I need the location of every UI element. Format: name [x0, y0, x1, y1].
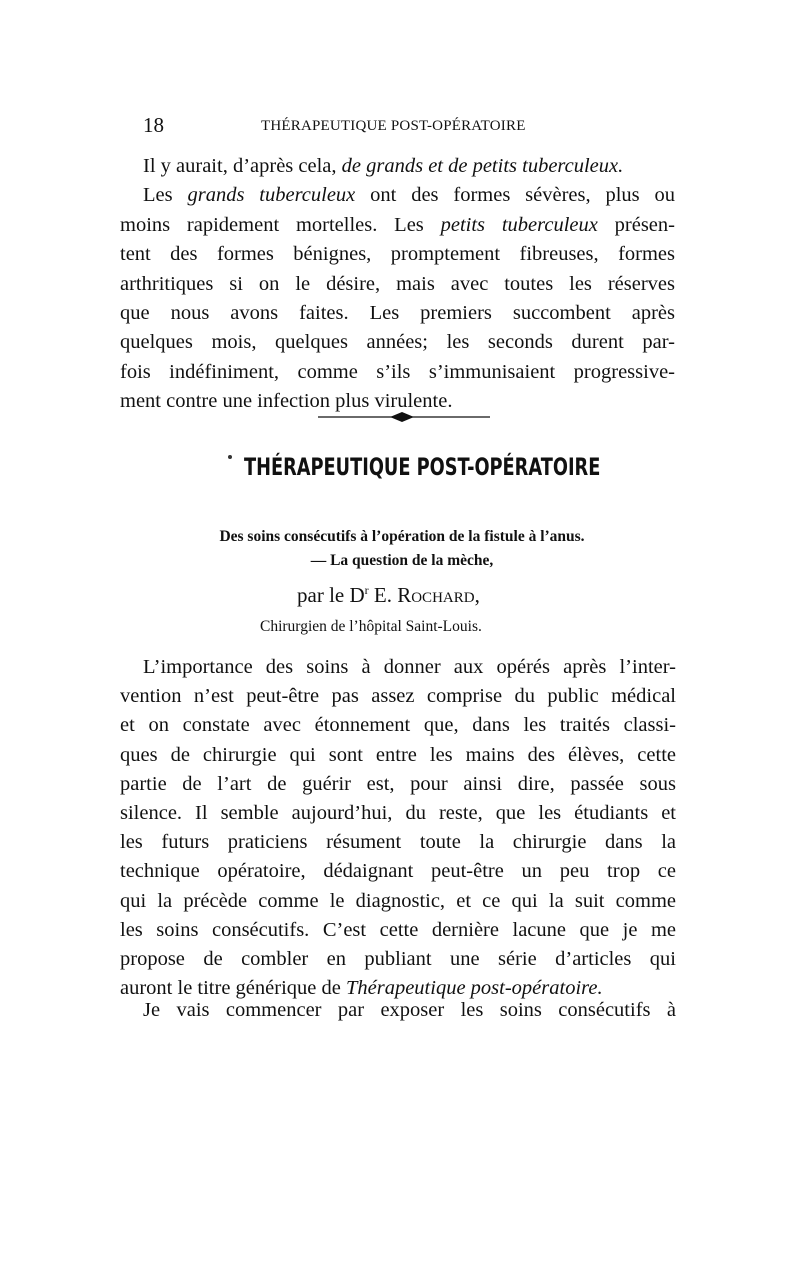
body-line: qui la précède comme le diagnostic, et ce qui la suit comme — [120, 889, 676, 912]
intro-line: que nous avons faites. Les premiers succombent après — [120, 302, 675, 325]
print-speck — [228, 455, 232, 459]
body-line: propose de combler en publiant une série d’articles qui — [120, 948, 676, 971]
page-number: 18 — [143, 113, 164, 137]
body-line: Je vais commencer par exposer les soins consécutifs à — [143, 999, 676, 1021]
intro-line: tent des formes bénignes, promptement fibreuses, formes — [120, 243, 675, 266]
intro-line-2-text: Les — [143, 184, 188, 207]
body-line: L’importance des soins à donner aux opérés après l’inter- — [143, 656, 676, 678]
body-line: partie de l’art de guérir est, pour ainsi dire, passée sous — [120, 772, 676, 795]
intro-line-1-italic: de grands et de petits tuberculeux. — [341, 155, 624, 177]
intro-line-1-text: Il y aurait, d’après cela, — [143, 155, 342, 177]
intro-line — [143, 152, 675, 181]
body-line: et on constate avec étonnement que, dans les traités classi- — [120, 714, 676, 737]
intro-line — [143, 181, 675, 210]
byline-initial: E. — [368, 583, 398, 607]
body-paragraph-2 — [120, 996, 676, 1025]
body-line: ques de chirurgie qui sont entre les mains des élèves, cette — [120, 743, 676, 766]
page-header — [143, 113, 683, 141]
intro-line-2-italic: grands tuberculeux — [187, 184, 356, 207]
intro-line: arthritiques si on le désire, mais avec toutes les réserves — [120, 272, 675, 295]
author-affiliation: Chirurgien de l’hôpital Saint-Louis. — [260, 618, 482, 635]
intro-line-3-italic: petits tuberculeux — [440, 213, 598, 236]
body-line-12-text: auront le titre générique de — [120, 977, 346, 1000]
intro-line-3-suffix: présen- — [597, 213, 675, 236]
intro-line: quelques mois, quelques années; les seconds durent par- — [120, 331, 675, 354]
article-title-line-1: Des soins consécutifs à l’opération de la fistule à l’anus. — [219, 528, 585, 545]
body-line: vention n’est peut-être pas assez comprise du public médical — [120, 685, 676, 708]
body-line: les soins consécutifs. C’est cette dernière lacune que je me — [120, 918, 676, 941]
intro-paragraph — [120, 152, 676, 417]
section-separator-ornament — [318, 410, 490, 424]
intro-line: fois indéfiniment, comme s’ils s’immunisaient progressive- — [120, 360, 675, 383]
body-line: technique opératoire, dédaignant peut-être un peu trop ce — [120, 860, 676, 883]
byline-prefix: par le D — [297, 583, 365, 607]
intro-line: ment contre une infection plus virulente. — [120, 390, 453, 413]
author-name: Rochard, — [397, 583, 480, 607]
intro-line-3-text: moins rapidement mortelles. Les — [120, 213, 441, 236]
article-title — [124, 525, 680, 573]
article-title-line-2: — La question de la mèche, — [310, 552, 494, 569]
intro-line — [120, 211, 675, 240]
body-line: silence. Il semble aujourd’hui, du reste, que les étudiants et — [120, 802, 676, 825]
intro-line-2-suffix: ont des formes sévères, plus ou — [355, 184, 676, 207]
body-line-12-italic: Thérapeutique post-opératoire. — [345, 977, 603, 1000]
body-paragraph-1 — [120, 653, 676, 1003]
running-head: THÉRAPEUTIQUE POST-OPÉRATOIRE — [261, 118, 526, 134]
byline-superscript: r — [364, 583, 369, 597]
author-byline — [297, 583, 480, 608]
section-title: THÉRAPEUTIQUE POST-OPÉRATOIRE — [244, 453, 601, 481]
body-line: les futurs praticiens résument toute la chirurgie dans la — [120, 831, 676, 854]
